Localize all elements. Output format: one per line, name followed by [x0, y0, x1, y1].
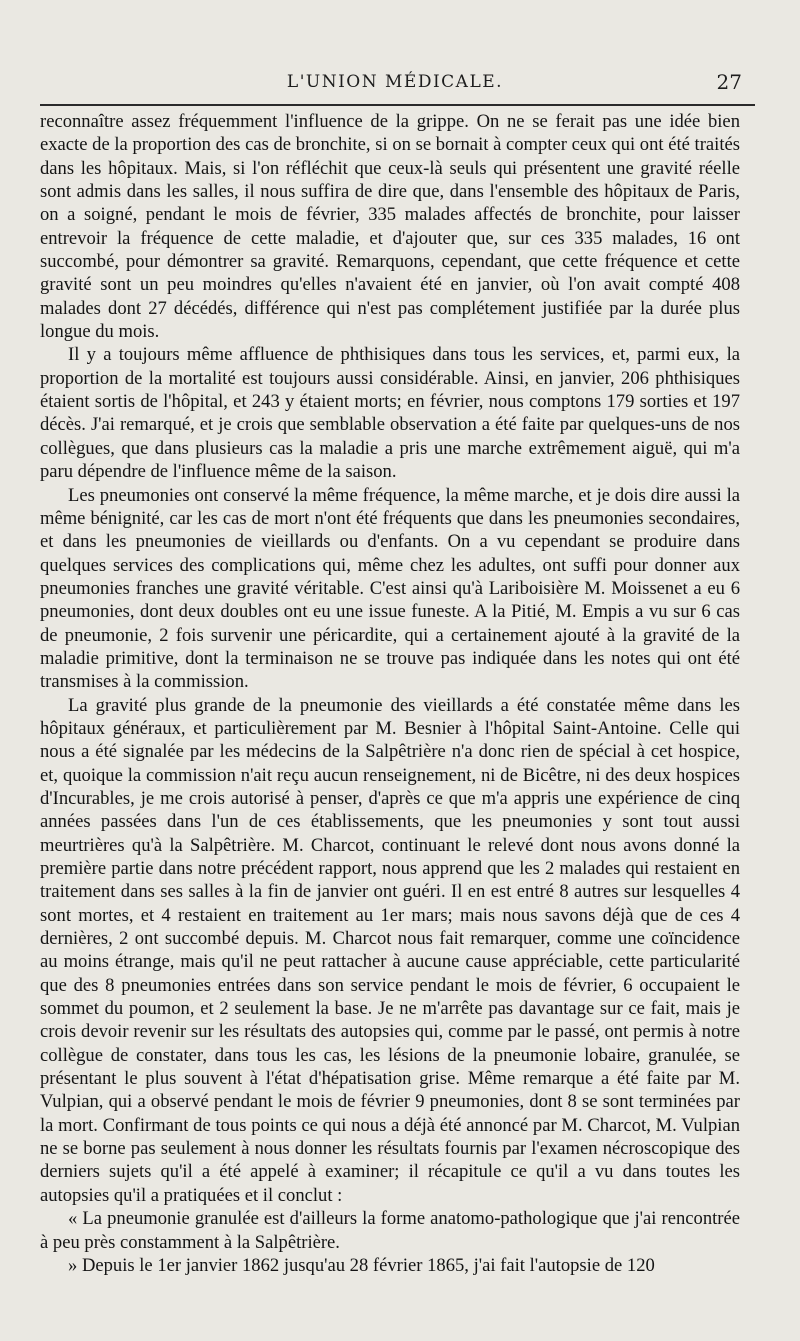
paragraph-quote-1: « La pneumonie granulée est d'ailleurs la forme anatomo-pathologique que j'ai rencontrée à peu près constamment à la Salpêtrière.: [40, 1208, 740, 1253]
paragraph-vieillards: La gravité plus grande de la pneumonie des vieillards a été constatée même dans les hôpitaux généraux, et particulièrement par M. Besnier à l'hôpital Saint-Antoine. Celle qui nous a été signalée par les médecins de la Salpêtrière n'a donc rien de spécial à cet hospice, et, quoique la commission n'ait reçu aucun renseignement, ni de Bicêtre, ni des deux hospices d'Incurables, je me crois autorisé à penser, d'après ce que m'a appris une expérience de cinq années passées dans l'un de ces établissements, que les pneumonies y sont tout aussi meurtrières qu'à la Salpêtrière. M. Charcot, continuant le relevé dont nous avons donné la première partie dans notre précédent rapport, nous apprend que les 2 malades qui restaient en traitement dans ses salles à la fin de janvier ont guéri. Il en est entré 8 autres sur lesquelles 4 sont mortes, et 4 restaient en traitement au 1er mars; mais nous savons déjà que de ces 4 dernières, 2 ont succombé depuis. M. Charcot nous fait remarquer, comme une coïncidence au moins étrange, mais qu'il ne peut rattacher à aucune cause appréciable, cette particularité que des 8 pneumonies entrées dans son service pendant le mois de février, 6 occupaient le sommet du poumon, et 2 seulement la base. Je ne m'arrête pas davantage sur ce fait, mais je crois devoir revenir sur les résultats des autopsies qui, comme par le passé, ont permis à notre collègue de constater, dans tous les cas, les lésions de la pneumonie lobaire, granulée, se présentant le plus souvent à l'état d'hépatisation grise. Même remarque a été faite par M. Vulpian, qui a observé pendant le mois de février 9 pneumonies, dont 8 se sont terminées par la mort. Confirmant de tous points ce qui nous a déjà été annoncé par M. Charcot, M. Vulpian ne se borne pas seulement à nous donner les résultats fournis par l'examen nécroscopique des derniers sujets qu'il a été appelé à examiner; il récapitule ce qu'il a vu dans toutes les autopsies qu'il a pratiquées et il conclut :: [40, 694, 740, 1206]
body-text: [40, 110, 740, 1277]
paragraph-pneumonies: Les pneumonies ont conservé la même fréquence, la même marche, et je dois dire aussi la même bénignité, car les cas de mort n'ont été fréquents que dans les pneumonies secondaires, et dans les pneumonies de vieillards ou d'enfants. On a vu cependant se produire dans quelques services des complications qui, même chez les adultes, ont suffi pour donner aux pneumonies franches une gravité véritable. C'est ainsi qu'à Lariboisière M. Moissenet a eu 6 pneumonies, dont deux doubles ont eu une issue funeste. A la Pitié, M. Empis a vu sur 6 cas de pneumonie, 2 fois survenir une péricardite, qui a certainement ajouté à la gravité de la maladie primitive, dont la terminaison ne se trouve pas indiquée dans les notes qui ont été transmises à la commission.: [40, 484, 740, 693]
paragraph-quote-2: » Depuis le 1er janvier 1862 jusqu'au 28 février 1865, j'ai fait l'autopsie de 120: [68, 1254, 655, 1276]
paragraph-phthisie: Il y a toujours même affluence de phthisiques dans tous les services, et, parmi eux, la proportion de la mortalité est toujours aussi considérable. Ainsi, en janvier, 206 phthisiques étaient sortis de l'hôpital, et 243 y étaient morts; en février, nous comptons 179 sorties et 197 décès. J'ai remarqué, et je crois que semblable observation a été faite par quelques-uns de nos collègues, que dans plusieurs cas la maladie a pris une marche extrêmement aiguë, qui m'a paru dépendre de l'influence même de la saison.: [40, 344, 740, 483]
running-head: [40, 70, 750, 100]
page-number: 27: [716, 70, 742, 94]
paragraph-bronchite: reconnaître assez fréquemment l'influence de la grippe. On ne se ferait pas une idée bien exacte de la proportion des cas de bronchite, si on se bornait à compter ceux qui ont été traités dans les hôpitaux. Mais, si l'on réfléchit que ceux-là seuls qui présentent une gravité réelle sont admis dans les salles, il nous suffira de dire que, dans l'ensemble des hôpitaux de Paris, on a soigné, pendant le mois de février, 335 malades affectés de bronchite, pour laisser entrevoir la fréquence de cette maladie, et d'ajouter que, sur ces 335 malades, 16 ont succombé, pour démontrer sa gravité. Remarquons, cependant, que cette fréquence et cette gravité sont un peu moindres qu'elles n'avaient été en janvier, où l'on avait compté 408 malades dont 27 décédés, différence qui n'est pas complétement justifiée par la durée plus longue du mois.: [40, 111, 740, 343]
header-rule: [40, 104, 755, 106]
running-title: L'UNION MÉDICALE.: [286, 72, 504, 92]
